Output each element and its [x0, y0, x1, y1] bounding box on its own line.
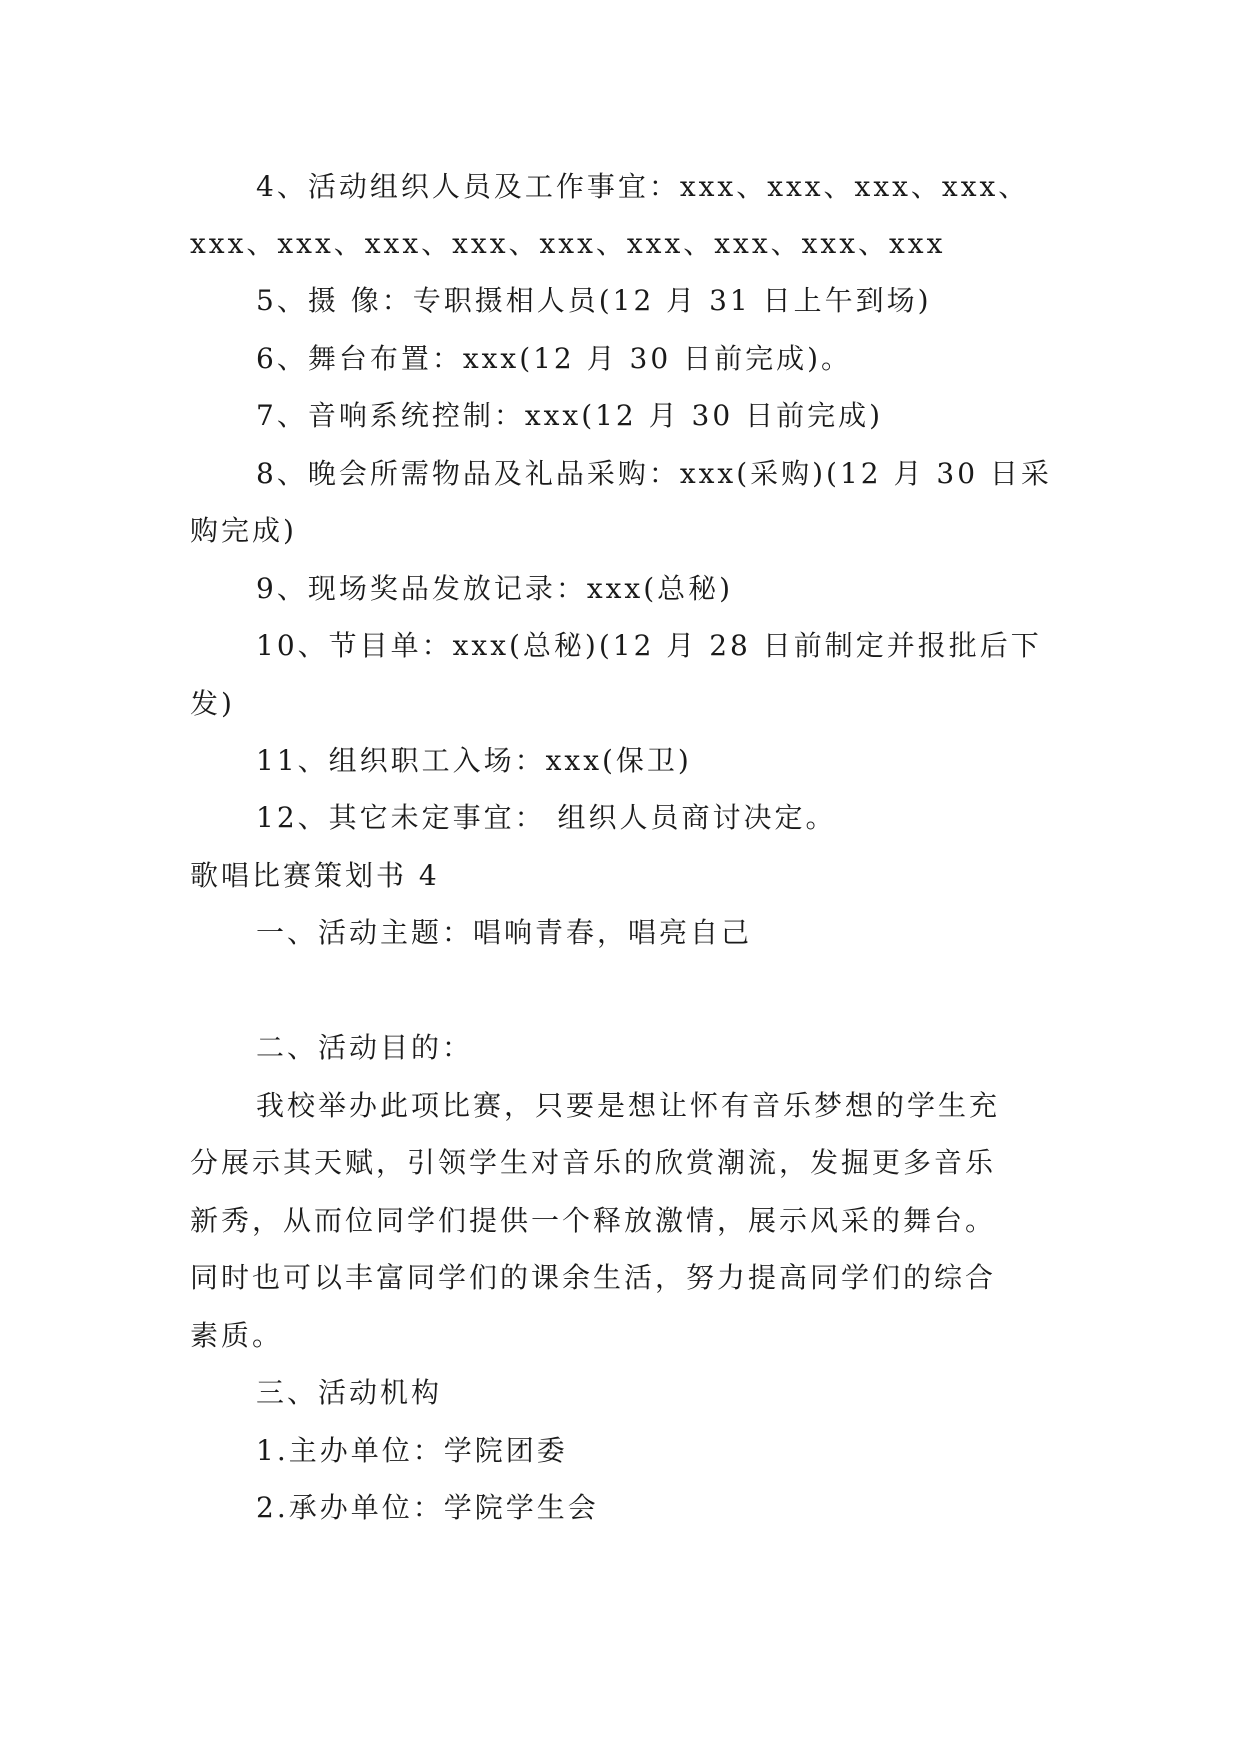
list-item-4-continuation: xxx、xxx、xxx、xxx、xxx、xxx、xxx、xxx、xxx	[190, 227, 946, 260]
purpose-paragraph-line-3: 新秀，从而位同学们提供一个释放激情，展示风采的舞台。	[190, 1204, 997, 1237]
list-item-7: 7、音响系统控制：xxx(12 月 30 日前完成)	[256, 399, 883, 432]
activity-theme: 一、活动主题：唱响青春，唱亮自己	[256, 916, 753, 949]
activity-organization-heading: 三、活动机构	[256, 1376, 443, 1409]
list-item-9: 9、现场奖品发放记录：xxx(总秘)	[256, 572, 734, 605]
list-item-4: 4、活动组织人员及工作事宜：xxx、xxx、xxx、xxx、	[256, 170, 1030, 203]
list-item-10: 10、节目单：xxx(总秘)(12 月 28 日前制定并报批后下	[256, 629, 1042, 662]
host-organization: 2.承办单位：学院学生会	[256, 1491, 599, 1524]
activity-purpose-heading: 二、活动目的：	[256, 1031, 474, 1064]
list-item-11: 11、组织职工入场：xxx(保卫)	[256, 744, 692, 777]
list-item-12: 12、其它未定事宜： 组织人员商讨决定。	[256, 801, 837, 834]
section-heading: 歌唱比赛策划书 4	[190, 859, 440, 892]
purpose-paragraph-line-4: 同时也可以丰富同学们的课余生活，努力提高同学们的综合	[190, 1261, 997, 1294]
purpose-paragraph-line-5: 素质。	[190, 1319, 284, 1352]
list-item-8: 8、晚会所需物品及礼品采购：xxx(采购)(12 月 30 日采	[256, 457, 1052, 490]
list-item-6: 6、舞台布置：xxx(12 月 30 日前完成)。	[256, 342, 852, 375]
list-item-8-continuation: 购完成)	[190, 514, 297, 547]
list-item-10-continuation: 发)	[190, 687, 235, 720]
organizer: 1.主办单位：学院团委	[256, 1434, 568, 1467]
list-item-5: 5、摄 像：专职摄相人员(12 月 31 日上午到场)	[256, 284, 932, 317]
purpose-paragraph-line-1: 我校举办此项比赛，只要是想让怀有音乐梦想的学生充	[256, 1089, 1001, 1122]
purpose-paragraph-line-2: 分展示其天赋，引领学生对音乐的欣赏潮流，发掘更多音乐	[190, 1146, 997, 1179]
